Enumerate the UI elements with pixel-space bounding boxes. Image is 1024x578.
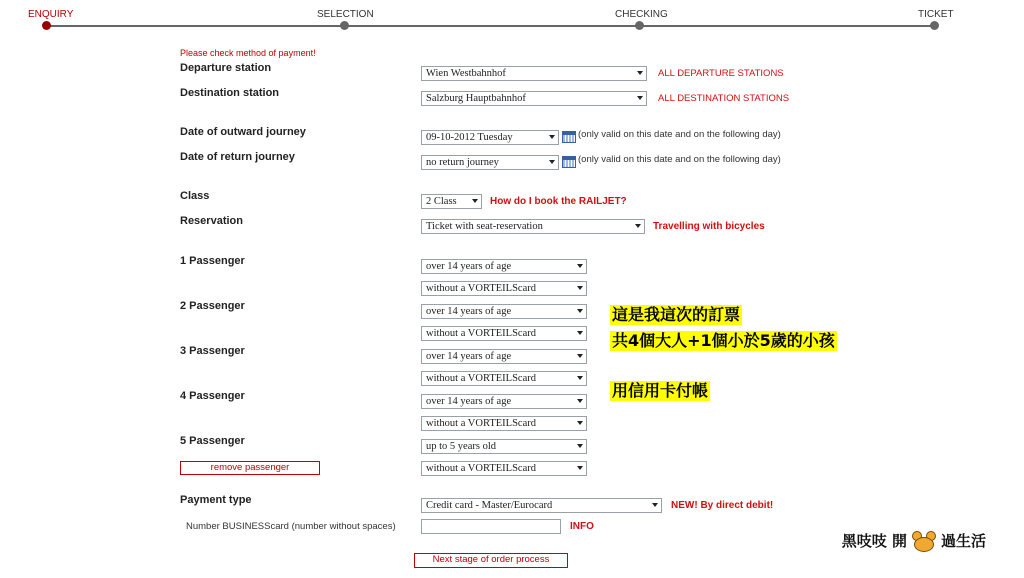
mouse-logo-icon	[911, 531, 937, 553]
passenger-3-age: over 14 years of age	[426, 351, 512, 362]
annotation-line-1: 這是我這次的訂票	[612, 305, 741, 324]
passenger-2-card-select[interactable]	[421, 326, 587, 341]
next-stage-button[interactable]: Next stage of order process	[414, 553, 568, 568]
outward-date-value: 09-10-2012 Tuesday	[426, 132, 513, 143]
outward-date-select[interactable]	[421, 130, 559, 145]
outward-date-label: Date of outward journey	[180, 126, 306, 138]
passenger-5-label: 5 Passenger	[180, 435, 245, 447]
return-date-select[interactable]	[421, 155, 559, 170]
destination-value: Salzburg Hauptbahnhof	[426, 93, 526, 104]
chevron-down-icon	[577, 444, 583, 448]
passenger-1-age-select[interactable]	[421, 259, 587, 274]
brand-text-right: 過生活	[940, 532, 986, 550]
businesscard-input[interactable]	[421, 519, 561, 534]
chevron-down-icon	[577, 309, 583, 313]
chevron-down-icon	[577, 264, 583, 268]
passenger-4-age: over 14 years of age	[426, 396, 512, 407]
passenger-1-age: over 14 years of age	[426, 261, 512, 272]
all-departure-stations-link[interactable]: ALL DEPARTURE STATIONS	[658, 68, 784, 79]
passenger-3-label: 3 Passenger	[180, 345, 245, 357]
passenger-1-card: without a VORTEILScard	[426, 283, 536, 294]
return-date-label: Date of return journey	[180, 151, 295, 163]
departure-value: Wien Westbahnhof	[426, 68, 506, 79]
passenger-4-age-select[interactable]	[421, 394, 587, 409]
passenger-5-card-select[interactable]	[421, 461, 587, 476]
step-dot-enquiry	[42, 21, 51, 30]
passenger-4-card: without a VORTEILScard	[426, 418, 536, 429]
payment-type-label: Payment type	[180, 494, 252, 506]
chevron-down-icon	[549, 160, 555, 164]
class-value: 2 Class	[426, 196, 457, 207]
chevron-down-icon	[577, 421, 583, 425]
chevron-down-icon	[472, 199, 478, 203]
passenger-1-card-select[interactable]	[421, 281, 587, 296]
payment-type-select[interactable]	[421, 498, 662, 513]
passenger-3-card-select[interactable]	[421, 371, 587, 386]
payment-warning: Please check method of payment!	[180, 48, 316, 58]
step-selection: SELECTION	[317, 9, 374, 20]
info-link[interactable]: INFO	[570, 521, 594, 532]
businesscard-label: Number BUSINESScard (number without spaces)	[186, 521, 396, 532]
chevron-down-icon	[577, 376, 583, 380]
chevron-down-icon	[577, 399, 583, 403]
passenger-5-age: up to 5 years old	[426, 441, 496, 452]
passenger-4-label: 4 Passenger	[180, 390, 245, 402]
passenger-4-card-select[interactable]	[421, 416, 587, 431]
departure-select[interactable]	[421, 66, 647, 81]
chevron-down-icon	[652, 503, 658, 507]
outward-validity-note: (only valid on this date and on the following day)	[578, 129, 781, 140]
destination-label: Destination station	[180, 87, 280, 99]
destination-select[interactable]	[421, 91, 647, 106]
passenger-3-card: without a VORTEILScard	[426, 373, 536, 384]
chevron-down-icon	[637, 96, 643, 100]
passenger-5-age-select[interactable]	[421, 439, 587, 454]
chevron-down-icon	[577, 466, 583, 470]
annotation-line-2: 共4個大人+1個小於5歲的小孩	[612, 331, 835, 350]
return-date-value: no return journey	[426, 157, 499, 168]
passenger-2-age-select[interactable]	[421, 304, 587, 319]
step-dot-ticket	[930, 21, 939, 30]
progress-line	[46, 25, 936, 27]
brand-text-left: 黑吱吱 開	[841, 532, 907, 550]
class-select[interactable]	[421, 194, 482, 209]
bicycles-link[interactable]: Travelling with bicycles	[653, 221, 765, 232]
step-checking: CHECKING	[615, 9, 668, 20]
step-ticket: TICKET	[918, 9, 954, 20]
class-label: Class	[180, 190, 210, 202]
step-dot-selection	[340, 21, 349, 30]
chevron-down-icon	[635, 224, 641, 228]
annotation-line-3: 用信用卡付帳	[612, 381, 709, 400]
brand-watermark	[842, 530, 986, 553]
progress-bar	[0, 0, 1024, 34]
reservation-label: Reservation	[180, 215, 243, 227]
step-dot-checking	[635, 21, 644, 30]
calendar-icon[interactable]	[562, 131, 576, 143]
calendar-icon[interactable]	[562, 156, 576, 168]
chevron-down-icon	[577, 286, 583, 290]
chevron-down-icon	[577, 354, 583, 358]
reservation-select[interactable]	[421, 219, 645, 234]
all-destination-stations-link[interactable]: ALL DESTINATION STATIONS	[658, 93, 790, 104]
reservation-value: Ticket with seat-reservation	[426, 221, 543, 232]
step-enquiry: ENQUIRY	[28, 9, 74, 20]
passenger-5-card: without a VORTEILScard	[426, 463, 536, 474]
return-validity-note: (only valid on this date and on the following day)	[578, 154, 781, 165]
railjet-booking-link[interactable]: How do I book the RAILJET?	[490, 196, 627, 207]
chevron-down-icon	[577, 331, 583, 335]
remove-passenger-button[interactable]: remove passenger	[180, 461, 320, 475]
chevron-down-icon	[637, 71, 643, 75]
passenger-2-label: 2 Passenger	[180, 300, 245, 312]
direct-debit-link[interactable]: NEW! By direct debit!	[671, 500, 774, 511]
passenger-1-label: 1 Passenger	[180, 255, 245, 267]
departure-label: Departure station	[180, 62, 272, 74]
passenger-2-age: over 14 years of age	[426, 306, 512, 317]
payment-type-value: Credit card - Master/Eurocard	[426, 500, 553, 511]
chevron-down-icon	[549, 135, 555, 139]
passenger-3-age-select[interactable]	[421, 349, 587, 364]
passenger-2-card: without a VORTEILScard	[426, 328, 536, 339]
